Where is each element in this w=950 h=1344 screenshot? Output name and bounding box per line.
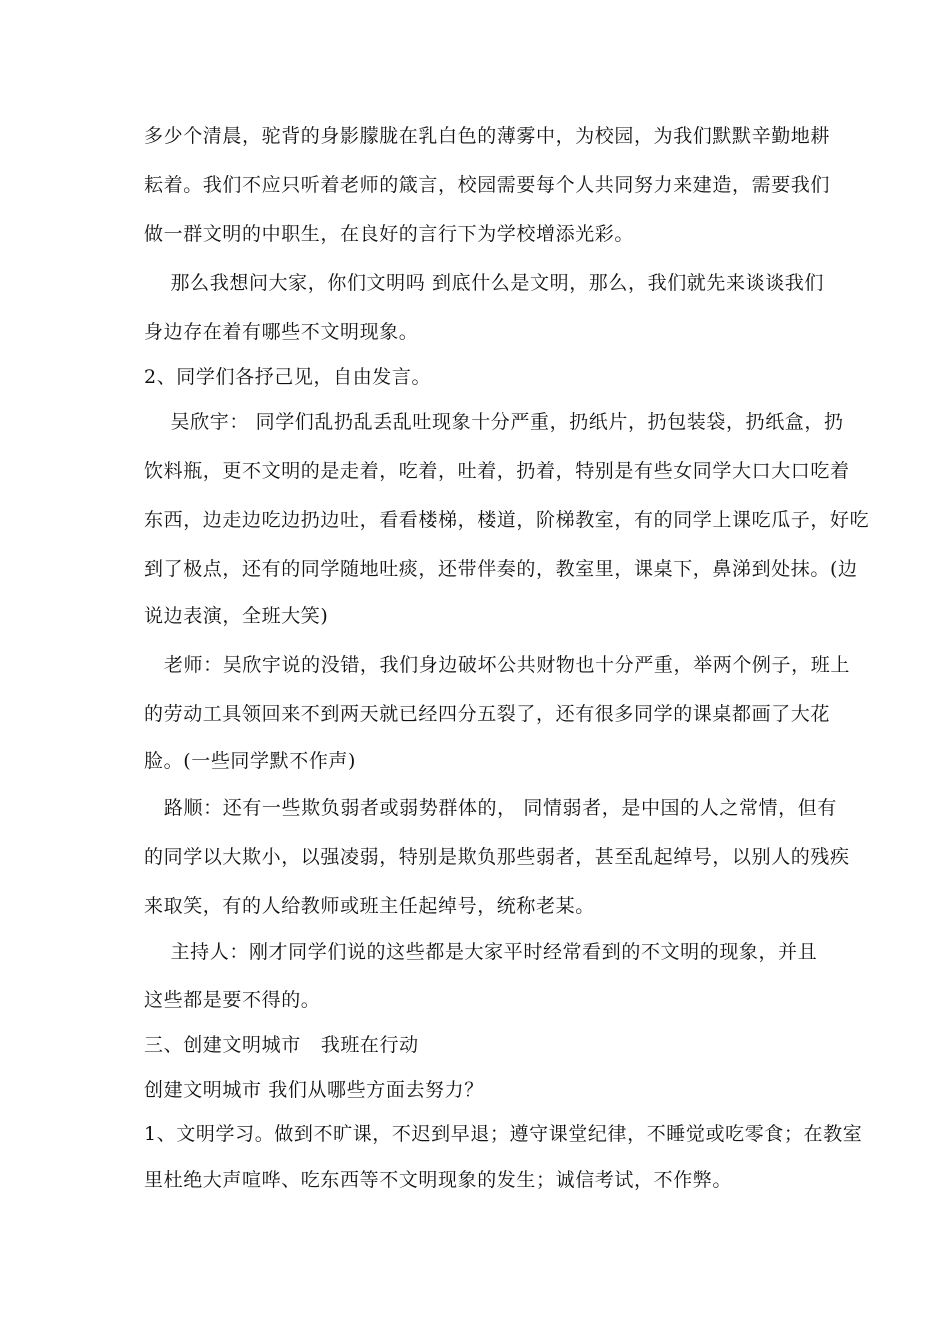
paragraph-line-17: 来取笑，有的人给教师或班主任起绰号，统称老某。 <box>144 895 595 917</box>
paragraph-line-4: 那么我想问大家，你们文明吗 到底什么是文明，那么，我们就先来谈谈我们 <box>144 272 824 294</box>
paragraph-line-8: 饮料瓶，更不文明的是走着，吃着，吐着，扔着，特别是有些女同学大口大口吃着 <box>144 460 850 482</box>
paragraph-line-7: 吴欣宇： 同学们乱扔乱丢乱吐现象十分严重，扔纸片，扔包装袋，扔纸盒，扔 <box>144 411 844 433</box>
paragraph-line-15: 路顺：还有一些欺负弱者或弱势群体的， 同情弱者，是中国的人之常情，但有 <box>144 797 837 819</box>
paragraph-line-21: 创建文明城市 我们从哪些方面去努力？ <box>144 1079 484 1101</box>
paragraph-line-11: 说边表演，全班大笑) <box>144 605 329 627</box>
section-heading: 三、创建文明城市 我班在行动 <box>144 1034 419 1056</box>
paragraph-line-23: 里杜绝大声喧哗、吃东西等不文明现象的发生；诚信考试，不作弊。 <box>144 1169 733 1191</box>
paragraph-line-22: 1、文明学习。做到不旷课，不迟到早退；遵守课堂纪律，不睡觉或吃零食；在教室 <box>144 1123 863 1145</box>
paragraph-line-14: 脸。(一些同学默不作声) <box>144 750 357 772</box>
paragraph-line-6: 2、同学们各抒己见，自由发言。 <box>144 366 432 388</box>
paragraph-line-19: 这些都是要不得的。 <box>144 989 321 1011</box>
paragraph-line-13: 的劳动工具领回来不到两天就已经四分五裂了，还有很多同学的课桌都画了大花 <box>144 703 831 725</box>
paragraph-line-16: 的同学以大欺小，以强凌弱，特别是欺负那些弱者，甚至乱起绰号，以别人的残疾 <box>144 846 850 868</box>
paragraph-line-9: 东西，边走边吃边扔边吐，看看楼梯，楼道，阶梯教室，有的同学上课吃瓜子，好吃 <box>144 509 870 531</box>
paragraph-line-10: 到了极点，还有的同学随地吐痰，还带伴奏的，教室里，课桌下，鼻涕到处抹。(边 <box>144 558 858 580</box>
paragraph-line-12: 老师：吴欣宇说的没错，我们身边破坏公共财物也十分严重，举两个例子，班上 <box>144 654 850 676</box>
paragraph-line-5: 身边存在着有哪些不文明现象。 <box>144 321 419 343</box>
paragraph-line-1: 多少个清晨，驼背的身影朦胧在乳白色的薄雾中，为校园，为我们默默辛勤地耕 <box>144 125 831 147</box>
paragraph-line-18: 主持人：刚才同学们说的这些都是大家平时经常看到的不文明的现象，并且 <box>144 941 818 963</box>
paragraph-line-3: 做一群文明的中职生，在良好的言行下为学校增添光彩。 <box>144 223 635 245</box>
paragraph-line-2: 耘着。我们不应只听着老师的箴言，校园需要每个人共同努力来建造，需要我们 <box>144 174 831 196</box>
